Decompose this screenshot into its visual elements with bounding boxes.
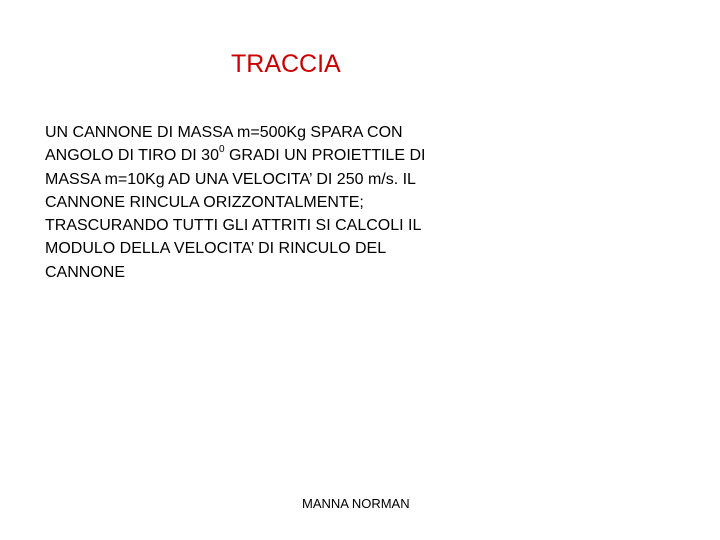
problem-line-2-start: ANGOLO DI TIRO DI 30 [45,147,219,165]
problem-line-6: MODULO DELLA VELOCITA’ DI RINCULO DEL [45,240,387,258]
problem-line-7: CANNONE [45,263,126,281]
problem-line-5: TRASCURANDO TUTTI GLI ATTRITI SI CALCOLI IL [45,217,422,235]
slide-title: TRACCIA [231,50,341,78]
author-footer: MANNA NORMAN [302,496,410,511]
problem-line-4: CANNONE RINCULA ORIZZONTALMENTE; [45,193,364,211]
problem-line-1: UN CANNONE DI MASSA m=500Kg SPARA CON [45,124,403,141]
problem-statement [45,121,505,284]
problem-line-2-end: GRADI UN PROIETTILE DI [224,147,426,165]
problem-line-3: MASSA m=10Kg AD UNA VELOCITA’ DI 250 m/s. IL [45,170,416,188]
angle-superscript: 0 [218,143,225,155]
problem-line-2 [45,144,505,167]
